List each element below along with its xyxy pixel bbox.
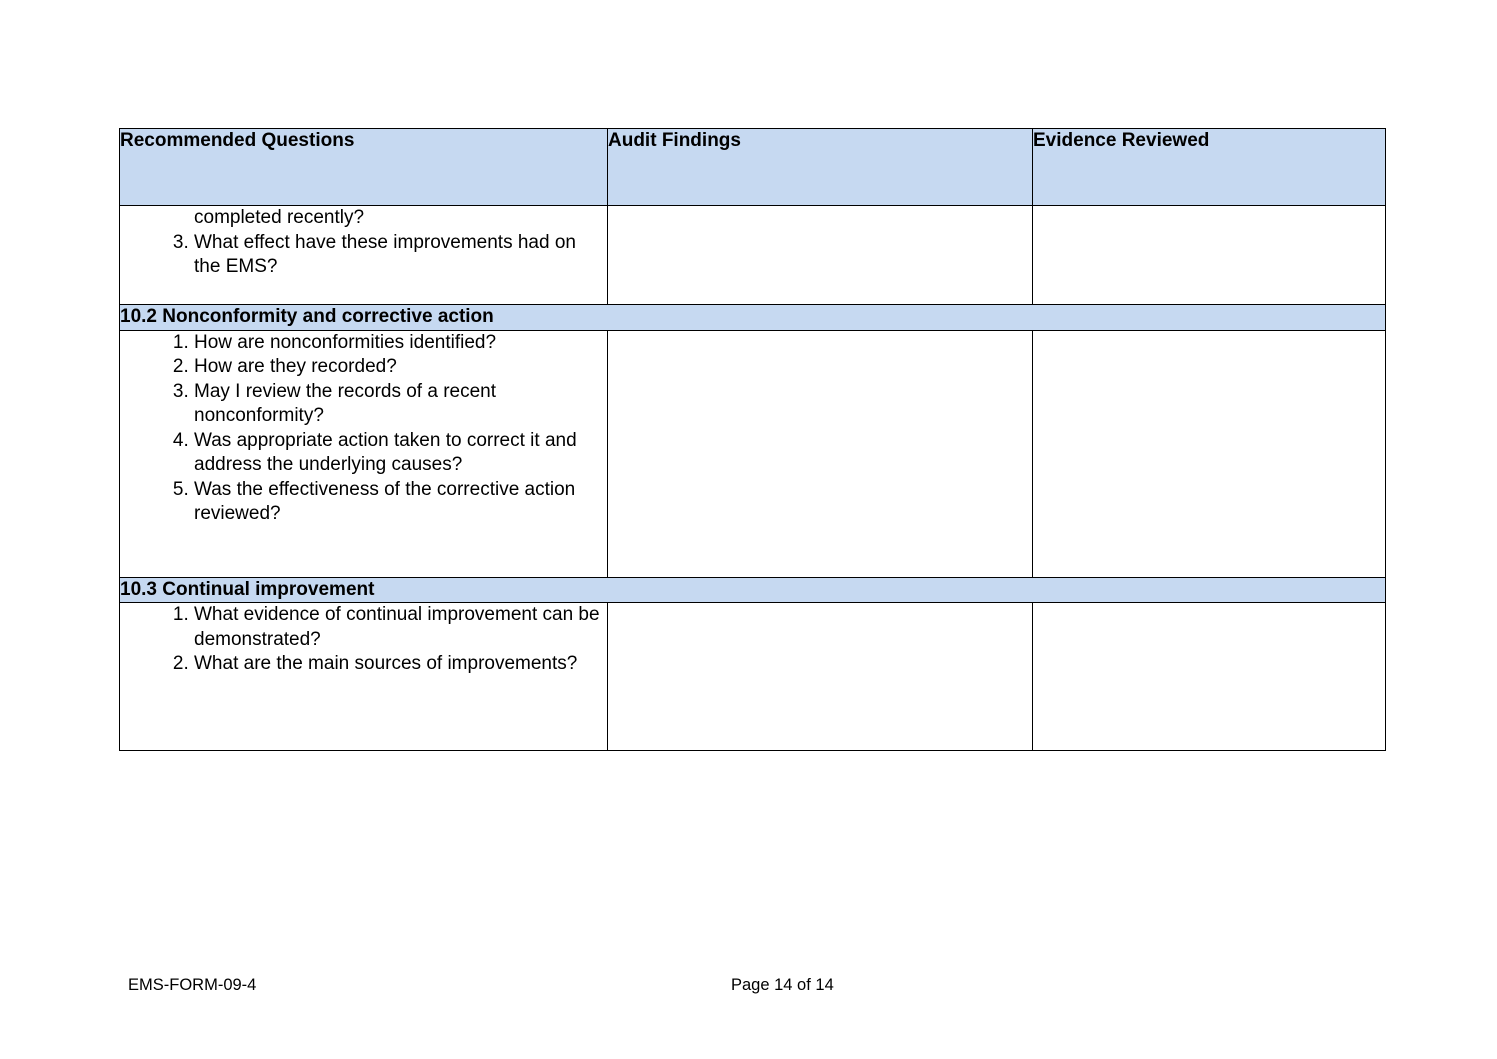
section-title: 10.3 Continual improvement — [120, 577, 1386, 603]
continued-question-text: completed recently? — [194, 207, 365, 228]
section-title: 10.2 Nonconformity and corrective action — [120, 305, 1386, 331]
evidence-reviewed-cell[interactable] — [1033, 330, 1386, 577]
questions-cell — [120, 603, 608, 751]
header-audit-findings: Audit Findings — [608, 129, 1033, 206]
questions-cell — [120, 206, 608, 305]
evidence-reviewed-cell[interactable] — [1033, 206, 1386, 305]
audit-findings-cell[interactable] — [608, 603, 1033, 751]
table-header-row — [120, 129, 1386, 206]
evidence-reviewed-cell[interactable] — [1033, 603, 1386, 751]
section-row — [120, 577, 1386, 603]
question-item: 3. May I review the records of a recent nonconformity? — [194, 380, 607, 429]
section-row — [120, 305, 1386, 331]
table-row — [120, 330, 1386, 577]
audit-findings-cell[interactable] — [608, 330, 1033, 577]
table-row — [120, 603, 1386, 751]
footer-form-id: EMS-FORM-09-4 — [128, 976, 257, 994]
question-item: 2. How are they recorded? — [194, 355, 607, 380]
audit-checklist-table — [119, 128, 1386, 751]
question-list — [120, 331, 607, 527]
question-list — [120, 603, 607, 677]
header-recommended-questions: Recommended Questions — [120, 129, 608, 206]
question-item: 3. What effect have these improvements had on the EMS? — [194, 231, 607, 280]
table-row — [120, 206, 1386, 305]
question-item: 1. How are nonconformities identified? — [194, 331, 607, 356]
footer-page-number: Page 14 of 14 — [731, 976, 834, 994]
question-item: 2. What are the main sources of improvements? — [194, 652, 607, 677]
header-evidence-reviewed: Evidence Reviewed — [1033, 129, 1386, 206]
audit-findings-cell[interactable] — [608, 206, 1033, 305]
question-item: 4. Was appropriate action taken to correct it and address the underlying causes? — [194, 429, 607, 478]
questions-cell — [120, 330, 608, 577]
question-item: 1. What evidence of continual improvement can be demonstrated? — [194, 603, 607, 652]
question-list — [120, 231, 607, 280]
question-item: 5. Was the effectiveness of the corrective action reviewed? — [194, 478, 607, 527]
